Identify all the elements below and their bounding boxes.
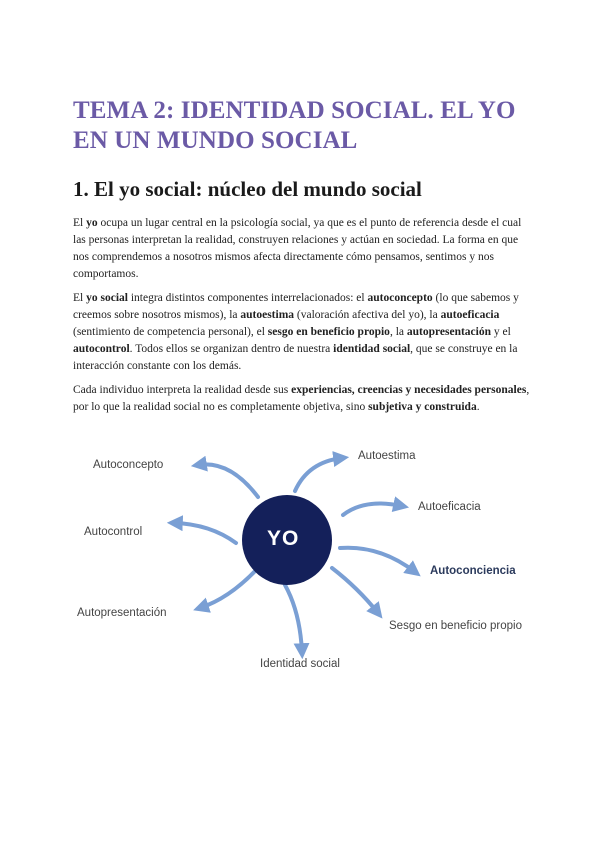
arrow-identidad: [285, 585, 302, 652]
arrow-autoconciencia: [340, 548, 415, 572]
label-autoeficacia: Autoeficacia: [418, 501, 481, 513]
yo-social-diagram: [60, 440, 540, 680]
arrow-autoestima: [295, 458, 342, 491]
label-autoconciencia: Autoconciencia: [430, 565, 516, 577]
label-autocontrol: Autocontrol: [84, 526, 143, 538]
document-title: TEMA 2: IDENTIDAD SOCIAL. EL YO EN UN MUNDO SOCIAL: [73, 97, 516, 154]
arrow-autoeficacia: [343, 503, 402, 515]
label-identidad: Identidad social: [260, 658, 340, 670]
arrow-autopresentacion: [200, 568, 258, 608]
arrow-autocontrol: [174, 523, 236, 543]
paragraph-1: El yo ocupa un lugar central en la psicología social, ya que es el punto de referencia desde el cual las personas interpretan la realidad, construyen relaciones y actúan en sociedad. La forma en que nos comprendemos a nosotros mismos afecta directamente cómo pensamos, sentimos y nos comportamos.: [73, 217, 522, 280]
yo-label: YO: [267, 527, 300, 550]
label-autopresentacion: Autopresentación: [77, 607, 167, 619]
label-sesgo: Sesgo en beneficio propio: [389, 620, 522, 632]
arrow-sesgo: [332, 568, 378, 613]
paragraph-2: El yo social integra distintos componentes interrelacionados: el autoconcepto (lo que sabemos y creemos sobre nosotros mismos), la autoestima (valoración afectiva del yo), la autoeficacia (sentimiento de competencia personal), el sesgo en beneficio propio, la autopresentación y el autocontrol. Todos ellos se organizan dentro de nuestra identidad social, que se construye en la interacción constante con los demás.: [73, 292, 519, 372]
label-autoconcepto: Autoconcepto: [93, 459, 164, 471]
diagram-svg: [60, 440, 540, 680]
section-title: 1. El yo social: núcleo del mundo social: [73, 177, 422, 201]
paragraph-3: Cada individuo interpreta la realidad desde sus experiencias, creencias y necesidades personales, por lo que la realidad social no es completamente objetiva, sino subjetiva y construida.: [73, 384, 530, 413]
arrow-autoconcepto: [198, 464, 258, 497]
label-autoestima: Autoestima: [358, 450, 416, 462]
